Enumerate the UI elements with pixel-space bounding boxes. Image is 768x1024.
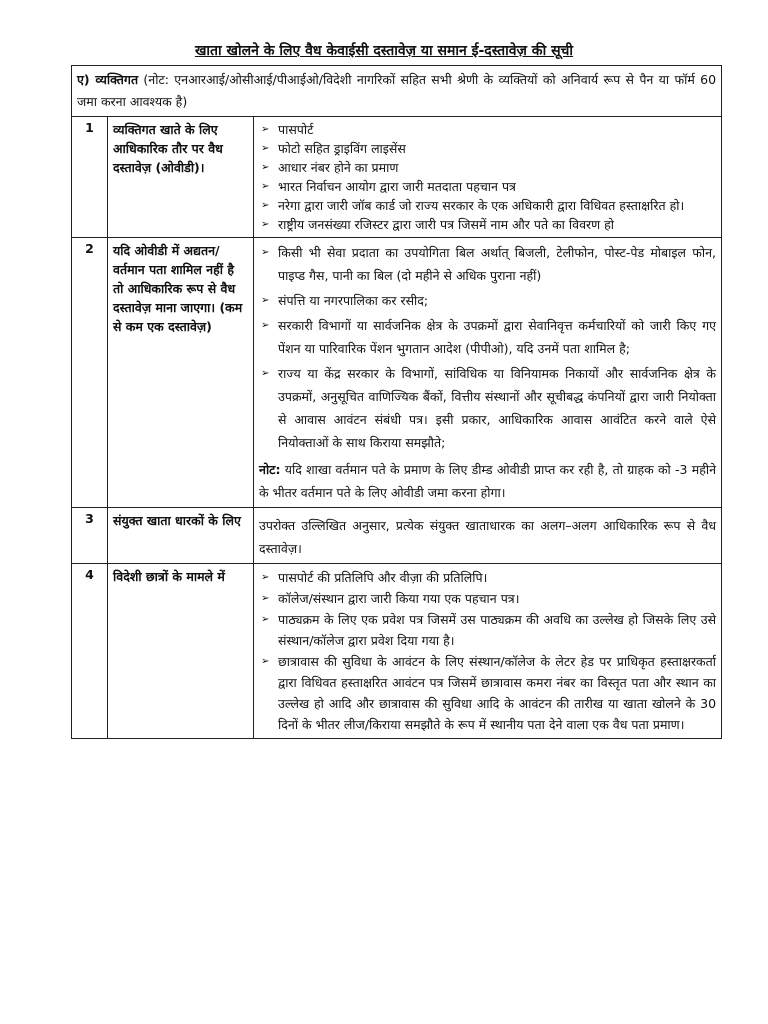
list-item: ➢ फोटो सहित ड्राइविंग लाइसेंस [259, 139, 716, 158]
row-label: व्यक्तिगत खाते के लिए आधिकारिक तौर पर वैध दस्तावेज़ (ओवीडी)। [108, 117, 254, 238]
row-items [254, 564, 722, 739]
list-item: ➢ नरेगा द्वारा जारी जॉब कार्ड जो राज्य सरकार के एक अधिकारी द्वारा विधिवत हस्ताक्षरित हो। [259, 196, 716, 215]
section-header-row [72, 66, 722, 117]
section-note: (नोट: एनआरआई/ओसीआई/पीआईओ/विदेशी नागरिकों सहित सभी श्रेणी के व्यक्तियों को अनिवार्य रूप से पैन या फॉर्म 60 जमा करना आवश्यक है) [77, 72, 717, 109]
table-row [72, 117, 722, 238]
table-row [72, 564, 722, 739]
row-number: 4 [72, 564, 108, 739]
row-number: 1 [72, 117, 108, 238]
row-number: 2 [72, 238, 108, 508]
section-heading: ए) व्यक्तिगत [77, 72, 139, 87]
row-description: उपरोक्त उल्लिखित अनुसार, प्रत्येक संयुक्त खाताधारक का अलग–अलग आधिकारिक रूप से वैध दस्तावेज़। [259, 518, 717, 556]
list-item: ➢ पाठ्यक्रम के लिए एक प्रवेश पत्र जिसमें उस पाठ्यक्रम की अवधि का उल्लेख हो जिसके लिए उसे संस्थान/कॉलेज द्वारा प्रवेश दिया गया है। [259, 609, 716, 651]
list-item: ➢ राष्ट्रीय जनसंख्या रजिस्टर द्वारा जारी पत्र जिसमें नाम और पते का विवरण हो [259, 215, 716, 234]
row-label: विदेशी छात्रों के मामले में [108, 564, 254, 739]
list-item: ➢ छात्रावास की सुविधा के आवंटन के लिए संस्थान/कॉलेज के लेटर हेड पर प्राधिकृत हस्ताक्षरकर्ता द्वारा विधिवत हस्ताक्षरित आवंटन पत्र जिसमें छात्रावास कमरा नंबर का विस्तृत पता और स्थान का उल्लेख हो आदि और छात्रावास की सुविधा आदि के आवंटन की तारीख या खाता खोलने के 30 दिनों के भीतर लीज/किराया समझौते के रूप में स्थानीय पता देने वाला एक वैध पता प्रमाण। [259, 651, 716, 735]
row-number: 3 [72, 508, 108, 564]
kyc-documents-table [71, 65, 722, 739]
list-item: ➢ पासपोर्ट की प्रतिलिपि और वीज़ा की प्रतिलिपि। [259, 567, 716, 588]
row-items [254, 117, 722, 238]
list-item: ➢ भारत निर्वाचन आयोग द्वारा जारी मतदाता पहचान पत्र [259, 177, 716, 196]
list-item: ➢ सरकारी विभागों या सार्वजनिक क्षेत्र के उपक्रमों द्वारा सेवानिवृत्त कर्मचारियों को जारी किए गए पेंशन या पारिवारिक पेंशन भुगतान आदेश (पीपीओ), यदि उनमें पता शामिल है; [259, 314, 716, 360]
page-title: खाता खोलने के लिए वैध केवाईसी दस्तावेज़ या समान ई-दस्तावेज़ की सूची [194, 43, 574, 59]
table-row [72, 508, 722, 564]
note-label: नोट: [259, 462, 281, 477]
list-item: ➢ आधार नंबर होने का प्रमाण [259, 158, 716, 177]
row-text [254, 508, 722, 564]
list-item: ➢ पासपोर्ट [259, 120, 716, 139]
list-item: ➢ संपत्ति या नगरपालिका कर रसीद; [259, 289, 716, 312]
row-label: यदि ओवीडी में अद्यतन/वर्तमान पता शामिल नहीं है तो आधिकारिक रूप से वैध दस्तावेज़ माना जाएगा। (कम से कम एक दस्तावेज़) [108, 238, 254, 508]
section-intro [72, 66, 722, 117]
list-item: ➢ किसी भी सेवा प्रदाता का उपयोगिता बिल अर्थात् बिजली, टेलीफोन, पोस्ट-पेड मोबाइल फोन, पाइप्ड गैस, पानी का बिल (दो महीने से अधिक पुराना नहीं) [259, 241, 716, 287]
list-item: ➢ राज्य या केंद्र सरकार के विभागों, सांविधिक या विनियामक निकायों और सार्वजनिक क्षेत्र के उपक्रमों, अनुसूचित वाणिज्यिक बैंकों, वित्तीय संस्थानों और सूचीबद्ध कंपनियों द्वारा जारी नियोक्ता से आवास आवंटन संबंधी पत्र। इसी प्रकार, आधिकारिक आवास आवंटित करने वाले ऐसे नियोक्ताओं के साथ किराया समझौते; [259, 362, 716, 454]
row-label: संयुक्त खाता धारकों के लिए [108, 508, 254, 564]
row-items [254, 238, 722, 508]
row-note [259, 458, 716, 504]
list-item: ➢ कॉलेज/संस्थान द्वारा जारी किया गया एक पहचान पत्र। [259, 588, 716, 609]
note-text: यदि शाखा वर्तमान पते के प्रमाण के लिए डीम्ड ओवीडी प्राप्त कर रही है, तो ग्राहक को -3 महीने के भीतर वर्तमान पते के लिए ओवीडी जमा करना होगा। [259, 462, 717, 500]
table-row [72, 238, 722, 508]
